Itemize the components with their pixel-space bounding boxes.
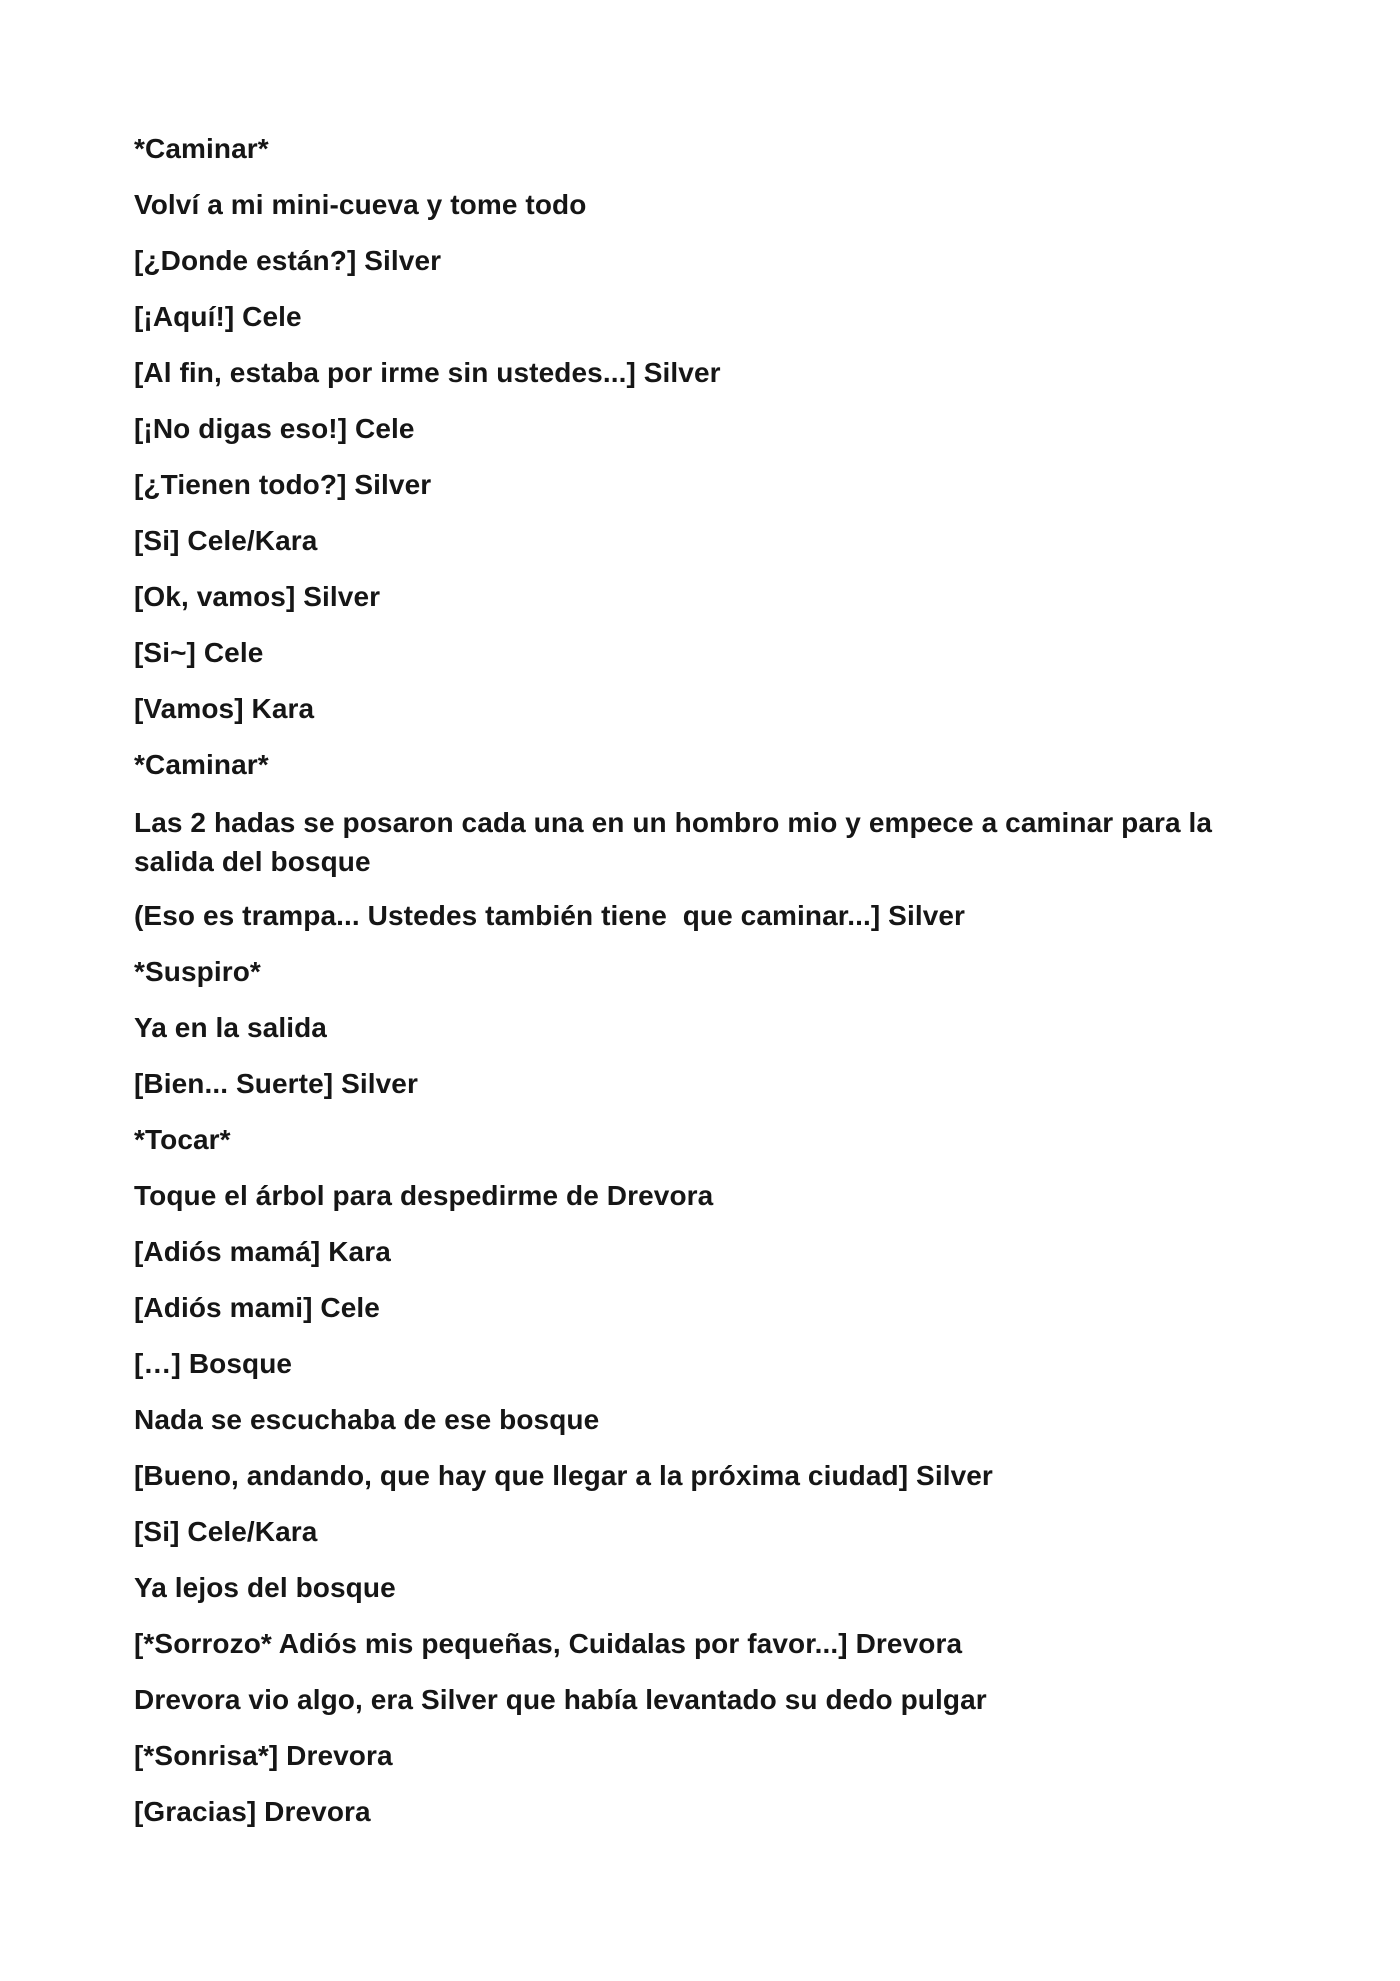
text-line: [Adiós mamá] Kara <box>134 1236 391 1267</box>
text-line: Ya lejos del bosque <box>134 1572 396 1603</box>
text-line: Drevora vio algo, era Silver que había levantado su dedo pulgar <box>134 1684 987 1715</box>
text-line: Las 2 hadas se posaron cada una en un hombro mio y empece a caminar para la salida del bosque <box>134 807 1220 877</box>
text-line: […] Bosque <box>134 1348 293 1379</box>
text-line: [¿Donde están?] Silver <box>134 245 442 276</box>
text-line: Volví a mi mini-cueva y tome todo <box>134 189 587 220</box>
text-line: Nada se escuchaba de ese bosque <box>134 1404 600 1435</box>
text-line: [Si~] Cele <box>134 637 264 668</box>
text-line: [Al fin, estaba por irme sin ustedes...] Silver <box>134 357 721 388</box>
text-line: *Caminar* <box>134 133 269 164</box>
text-line: *Caminar* <box>134 749 269 780</box>
text-line: [Si] Cele/Kara <box>134 525 318 556</box>
text-line: Toque el árbol para despedirme de Drevora <box>134 1180 714 1211</box>
text-line: (Eso es trampa... Ustedes también tiene que caminar...] Silver <box>134 900 966 931</box>
text-line: [Adiós mami] Cele <box>134 1292 380 1323</box>
text-line: [*Sonrisa*] Drevora <box>134 1740 393 1771</box>
text-line: *Tocar* <box>134 1124 231 1155</box>
text-line: [Bueno, andando, que hay que llegar a la próxima ciudad] Silver <box>134 1460 993 1491</box>
text-line: [Bien... Suerte] Silver <box>134 1068 418 1099</box>
document-body <box>134 131 1244 1850</box>
text-line: [¿Tienen todo?] Silver <box>134 469 432 500</box>
text-line: [Gracias] Drevora <box>134 1796 371 1827</box>
text-line: [Vamos] Kara <box>134 693 315 724</box>
text-line: [Si] Cele/Kara <box>134 1516 318 1547</box>
text-line: [¡No digas eso!] Cele <box>134 413 415 444</box>
text-line: *Suspiro* <box>134 956 261 987</box>
text-line: [*Sorrozo* Adiós mis pequeñas, Cuidalas por favor...] Drevora <box>134 1628 963 1659</box>
text-line: Ya en la salida <box>134 1012 327 1043</box>
text-line: [¡Aquí!] Cele <box>134 301 302 332</box>
text-line: [Ok, vamos] Silver <box>134 581 381 612</box>
